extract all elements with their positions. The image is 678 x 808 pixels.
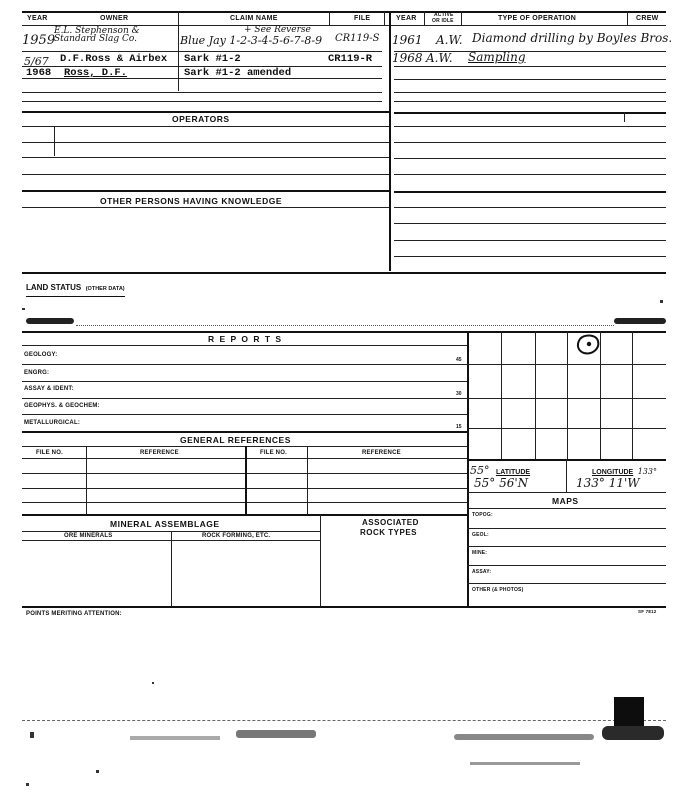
report-label-geophys: GEOPHYS. & GEOCHEM: (24, 403, 100, 409)
report-label-geology: GEOLOGY: (24, 352, 58, 358)
owner-name-2: D.F.Ross & Airbex (60, 53, 168, 65)
report-num-30: 30 (456, 391, 462, 397)
ore-minerals-header: ORE MINERALS (64, 533, 113, 539)
claim-name-note: + See Reverse (244, 25, 311, 35)
ref-header-reference-1: REFERENCE (140, 450, 179, 456)
report-label-metallurgical: METALLURGICAL: (24, 420, 81, 426)
operation-year-1961: 1961 (392, 33, 423, 47)
form-number: SF 7812 (638, 609, 657, 614)
claim-name-1: Blue Jay 1-2-3-4-5-6-7-8-9 (180, 34, 323, 47)
longitude-text: LONGITUDE (592, 469, 634, 476)
header-or-idle: OR IDLE (432, 18, 454, 24)
land-status-sub: (OTHER DATA) (85, 286, 125, 292)
longitude-prefix: 133° (637, 467, 657, 476)
report-label-assay: ASSAY & IDENT: (24, 386, 74, 392)
scan-smudge-left (26, 318, 74, 324)
land-status-text: LAND STATUS (26, 283, 82, 292)
claim-name-2: Sark #1-2 (184, 53, 241, 65)
latitude-value: 55° 56'N (474, 476, 529, 490)
other-persons-heading: OTHER PERSONS HAVING KNOWLEDGE (100, 196, 283, 206)
header-type-of-operation: TYPE OF OPERATION (498, 15, 577, 22)
report-num-15: 15 (456, 424, 462, 430)
map-label-mine: MINE: (472, 550, 488, 556)
operation-year-1968: 1968 (392, 51, 423, 65)
owner-name-3: Ross, D.F. (64, 67, 128, 79)
scan-dotted-line (76, 325, 614, 326)
latitude-text: LATITUDE (495, 469, 531, 476)
ref-header-file-no-2: FILE NO. (260, 450, 287, 456)
associated-rock-types-1: ASSOCIATED (362, 518, 419, 527)
map-label-topog: TOPOG: (472, 512, 493, 518)
rock-forming-header: ROCK FORMING, ETC. (202, 533, 271, 539)
file-number-2: CR119-R (328, 53, 373, 65)
report-label-engrg: ENGRG: (24, 370, 50, 376)
ref-header-file-no-1: FILE NO. (36, 450, 63, 456)
claim-name-3: Sark #1-2 amended (184, 67, 292, 79)
owner-year-567: 5/67 (24, 55, 49, 68)
operators-heading: OPERATORS (172, 114, 230, 124)
map-label-geol: GEOL: (472, 532, 489, 538)
reports-heading: R E P O R T S (208, 334, 283, 344)
latitude-prefix: 55° (470, 464, 490, 477)
operation-status-1: A.W. (436, 33, 463, 47)
mineral-assemblage-heading: MINERAL ASSEMBLAGE (110, 519, 220, 529)
operation-status-2: A.W. (426, 51, 453, 65)
scan-smudge-right (614, 318, 666, 324)
owner-year-1968: 1968 (26, 67, 52, 79)
maps-heading: MAPS (552, 496, 579, 506)
grid-circle-mark (574, 333, 602, 359)
ref-header-reference-2: REFERENCE (362, 450, 401, 456)
header-year: YEAR (27, 15, 48, 22)
land-status-label (26, 277, 125, 297)
header-claim-name: CLAIM NAME (230, 15, 278, 22)
file-number-1: CR119-S (335, 33, 380, 44)
points-meriting-attention: POINTS MERITING ATTENTION: (26, 611, 122, 617)
owner-year-1959: 1959 (22, 33, 56, 48)
header-owner: OWNER (100, 15, 129, 22)
associated-rock-types-2: ROCK TYPES (360, 528, 418, 537)
longitude-value: 133° 11'W (576, 476, 640, 490)
header-year-2: YEAR (396, 15, 417, 22)
operation-type-1: Diamond drilling by Boyles Bros. (472, 31, 673, 45)
general-references-heading: GENERAL REFERENCES (180, 435, 291, 445)
report-num-45: 45 (456, 357, 462, 363)
map-label-other: OTHER (& PHOTOS) (472, 587, 524, 593)
map-label-assay: ASSAY: (472, 569, 492, 575)
header-crew: CREW (636, 15, 659, 22)
header-file: FILE (354, 15, 371, 22)
header-active: ACTIVE (434, 12, 454, 18)
operation-type-2: Sampling (468, 50, 526, 64)
owner-name-1: E.L. Stephenson & Standard Slag Co. (54, 26, 140, 44)
